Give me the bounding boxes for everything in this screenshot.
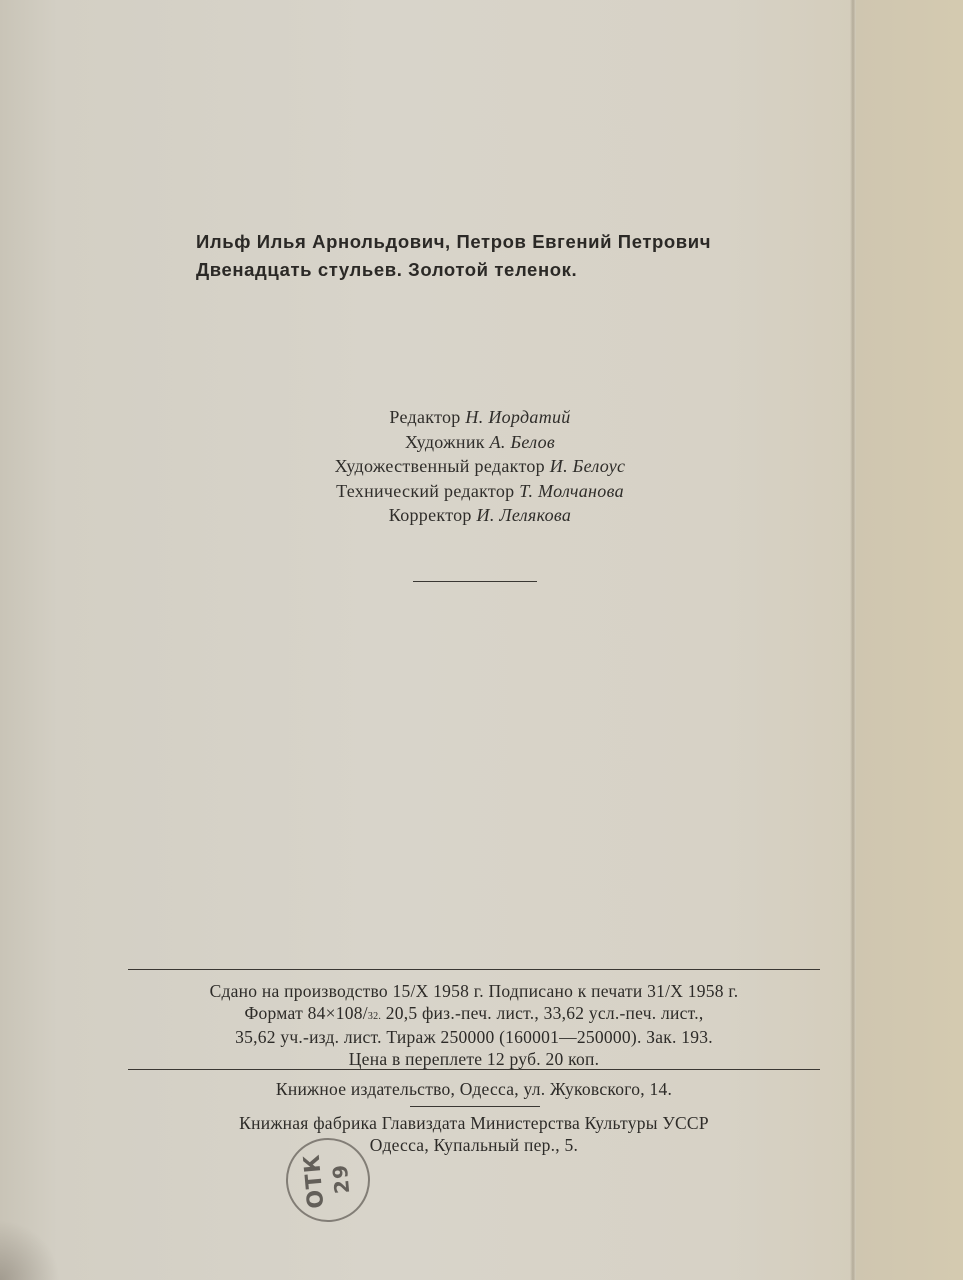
- format-fraction: 32.: [367, 1010, 382, 1022]
- sheets-text: 20,5 физ.-печ. лист., 33,62 усл.-печ. лист.,: [381, 1002, 704, 1023]
- credit-name: А. Белов: [489, 431, 556, 452]
- credit-role: Художник: [404, 431, 485, 452]
- factory-line: Книжная фабрика Главиздата Министерства Культуры УССР: [239, 1113, 709, 1133]
- title-block: [196, 228, 711, 284]
- imprint-top-rule: [128, 969, 820, 970]
- imprint-bottom-rule: [128, 1069, 820, 1070]
- authors-line: Ильф Илья Арнольдович, Петров Евгений Петрович: [196, 231, 712, 252]
- imprint-line: Цена в переплете 12 руб. 20 коп.: [348, 1048, 600, 1069]
- imprint-line: 35,62 уч.-изд. лист. Тираж 250000 (160001—250000). Зак. 193.: [235, 1027, 713, 1047]
- credit-role: Художественный редактор: [334, 456, 545, 476]
- page-margin-right: [856, 0, 963, 1280]
- credit-role: Редактор: [389, 407, 461, 427]
- credit-row: [300, 479, 660, 504]
- credit-name: Т. Молчанова: [519, 480, 624, 501]
- credit-role: Корректор: [388, 505, 472, 525]
- publisher-divider: [410, 1106, 540, 1107]
- imprint-line: Сдано на производство 15/X 1958 г. Подписано к печати 31/X 1958 г.: [209, 981, 739, 1001]
- titles-line: Двенадцать стульев. Золотой теленок.: [196, 259, 578, 280]
- stamp-number: 29: [327, 1162, 355, 1195]
- factory-address: Одесса, Купальный пер., 5.: [369, 1135, 579, 1155]
- credit-row: [300, 405, 660, 430]
- credit-name: Н. Иордатий: [465, 407, 571, 427]
- credit-row: [300, 454, 660, 479]
- imprint-line: [128, 1003, 820, 1028]
- corner-shadow: [0, 1220, 60, 1280]
- section-divider: [413, 581, 537, 582]
- format-text: Формат 84×108/: [244, 1002, 368, 1023]
- credit-name: И. Лелякова: [476, 505, 572, 525]
- publisher-line: Книжное издательство, Одесса, ул. Жуковского, 14.: [275, 1079, 673, 1099]
- credit-name: И. Белоус: [549, 456, 626, 476]
- credit-row: [300, 430, 660, 455]
- credit-role: Технический редактор: [336, 480, 515, 501]
- stamp-label: ОТК: [299, 1152, 330, 1210]
- credit-row: [300, 503, 660, 528]
- imprint-block: [128, 981, 820, 1070]
- credits-list: [300, 405, 660, 528]
- factory-block: [128, 1112, 820, 1156]
